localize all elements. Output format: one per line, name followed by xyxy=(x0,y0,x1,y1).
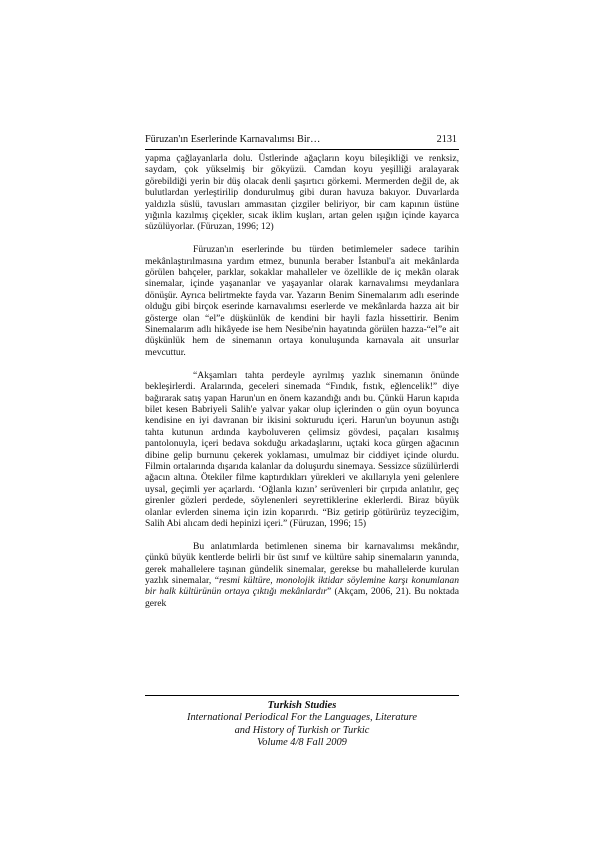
paragraph-conclusion xyxy=(145,541,459,609)
paragraph-text-before: Bu anlatımlarda betimlenen sinema bir karnavalımsı mekândır, çünkü büyük kentlerde belirli bir üst sınıf ve kültüre sahip sinemaların yanında, gerek mahallelere taşınan gündelik sinemalar, gerekse bu mahallelerde kurulan yazlık sinemalar, “ xyxy=(145,540,459,586)
journal-volume: Volume 4/8 Fall 2009 xyxy=(257,737,347,749)
journal-name: Turkish Studies xyxy=(267,700,337,711)
paragraph-quote-continuation: yapma çağlayanlarla dolu. Üstlerinde ağaçların koyu bileşikliği ve renksiz, saydam, çok yükselmiş bir gökyüzü. Camdan koyu yeşilliği aralayarak görebildiği yerin bir düş olacak denli şaşırtıcı görkemi. Mermerden değil de, ak bulutlardan yerleştirilip dondurulmuş gibi duran havuza bakıyor. Duvarlarda yaldızla süslü, tavusları ammasıtan çizgiler beliriyor, bir cam kapının üstüne yığınla kazılmış çiçekler, sıcak iklim kuşları, artan gelen ışığın içinde kayarca süzülüyorlar. (Füruzan, 1996; 12) xyxy=(145,153,459,233)
paragraph-analysis: Füruzan'ın eserlerinde bu türden betimlemeler sadece tarihin mekânlaştırılmasına yardım etmez, bununla beraber İstanbul'a ait mekânlarda görülen bahçeler, parklar, sokaklar mahalleler ve özellikle de iç mekân olarak sinemalar, içinde yaşananlar ve yaşayanlar olarak karnavalımsı meydanlara dönüşür. Ayrıca belirtmekte fayda var. Yazarın Benim Sinemalarım adlı eserinde olduğu gibi birçok eserinde karnavalımsı eserlerde ve mekânlarda hazza ait bir gösterge olan “el”e düşkünlük de kendini bir hayli fazla hissettirir. Benim Sinemalarım adlı hikâyede ise hem Nesibe'nin hayatında görülen hazza-“el”e ait düşkünlük hem de sinemanın ortaya konuluşunda karnavala ait unsurlar mevcuttur. xyxy=(145,244,459,358)
journal-footer xyxy=(145,700,459,750)
footer-divider xyxy=(145,695,459,696)
page-number: 2131 xyxy=(436,134,457,145)
paragraph-text-after: ” (Akçam, 2006, 21). Bu noktada gerek xyxy=(145,586,460,609)
paragraph-block-quote: “Akşamları tahta perdeyle ayrılmış yazlık sinemanın önünde bekleşirlerdi. Aralarında, geceleri sinemada “Fındık, fıstık, eğlencelik!” diye bağırarak satış yapan Harun'un en önem kazandığı andı bu. Çünkü Harun kapıda bilet kesen Babriyeli Salih'e yalvar yakar olup içlerinden o gün oyun boyunca kendisine en iyi davranan bir ikisini sokturudu içeri. Harun'un boyunun astığı tahta kutunun ardında kayboluveren çelimsiz gövdesi, paçaları kısalmış pantolonuyla, içeri bedava sokduğu arkadaşlarını, uçtaki koca gürgen ağacının dibine gelip burnunu çekerek yoklaması, umulmaz bir ciddiyet içinde olurdu. Filmin ortalarında dışarıda kalanlar da doluşurdu sinemaya. Sessizce süzülürlerdi ağacın altına. Ötekiler filme kaptırdıkları yürekleri ve akıllarıyla yeni gelenlere uysal, geçimli yer açarlardı. ‘Oğlanla kızın’ serüvenleri bir çırpıda anlatılır, geç girenler gözleri perdede, söylenenleri seyrettiklerine eklerlerdi. Biraz büyük olanlar evlerden sinema için izin koparırdı. “Biz getirip götürürüz teyzeciğim, Salih Abi alıcam dedi hepinizi içeri.” (Füruzan, 1996; 15) xyxy=(145,369,459,529)
body-text xyxy=(145,153,459,609)
running-title: Füruzan'ın Eserlerinde Karnavalımsı Bir… xyxy=(145,134,321,145)
paragraph-italic-quote: resmi kültüre, monolojik iktidar söylemine karşı konumlanan bir halk kültürünün ortaya çıktığı mekânlardır xyxy=(145,574,459,598)
running-header xyxy=(145,133,459,150)
journal-subtitle-2: and History of Turkish or Turkic xyxy=(234,724,370,736)
journal-subtitle: International Periodical For the Languages, Literature xyxy=(187,712,417,724)
